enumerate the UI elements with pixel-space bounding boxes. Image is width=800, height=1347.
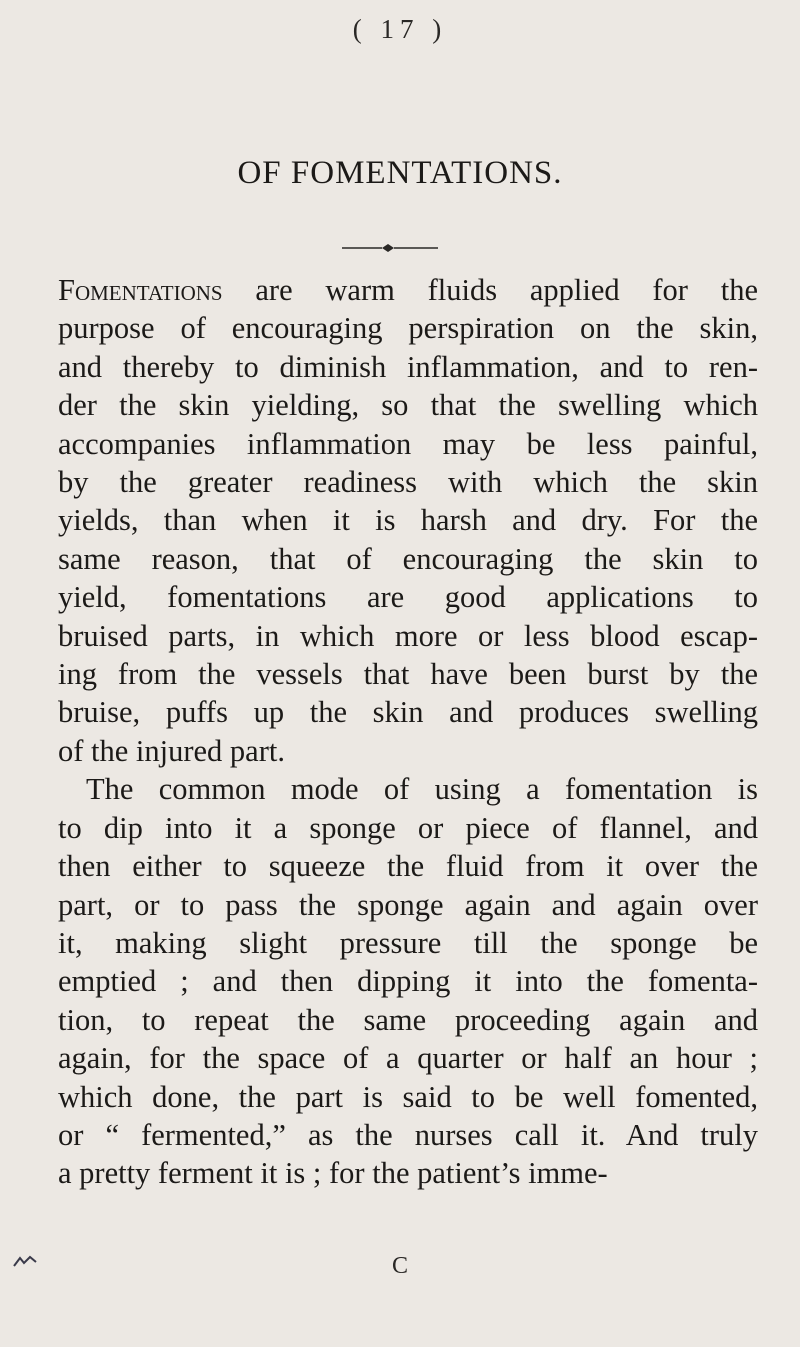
text-line: part, or to pass the sponge again and again over	[58, 887, 758, 922]
text-line: emptied ; and then dipping it into the fomenta-	[58, 964, 758, 999]
text-line: of the injured part.	[58, 733, 285, 768]
text-line: a pretty ferment it is ; for the patient’s imme-	[58, 1156, 608, 1191]
text-line: ing from the vessels that have been burst by the	[58, 657, 758, 692]
body-text	[58, 271, 758, 1193]
text-line: by the greater readiness with which the skin	[58, 465, 758, 500]
text-line: again, for the space of a quarter or half an hour ;	[58, 1041, 758, 1076]
page-number: ( 17 )	[352, 14, 448, 44]
text-line: bruise, puffs up the skin and produces swelling	[58, 695, 758, 730]
text-line: it, making slight pressure till the sponge be	[58, 925, 758, 960]
text-line: bruised parts, in which more or less blood escap-	[58, 618, 758, 653]
ornamental-divider-icon	[342, 242, 438, 254]
text-line: tion, to repeat the same proceeding again and	[58, 1002, 758, 1037]
text-line: or “ fermented,” as the nurses call it. And truly	[58, 1117, 758, 1152]
text-line: purpose of encouraging perspiration on the skin,	[58, 311, 758, 346]
text-line: Fomentations are warm fluids applied for the	[58, 273, 758, 307]
text-line: then either to squeeze the fluid from it over the	[58, 849, 758, 884]
chapter-title: OF FOMENTATIONS.	[237, 155, 563, 191]
text-line: accompanies inflammation may be less painful,	[58, 426, 758, 461]
text-line: The common mode of using a fomentation is	[86, 772, 758, 807]
text-line: and thereby to diminish inflammation, and to ren-	[58, 349, 758, 384]
text-line: yields, than when it is harsh and dry. For the	[58, 503, 758, 538]
text-line: same reason, that of encouraging the skin to	[58, 541, 758, 576]
text-line: which done, the part is said to be well fomented,	[58, 1079, 758, 1114]
text-line: der the skin yielding, so that the swelling which	[58, 388, 758, 423]
signature-mark: C	[391, 1253, 408, 1279]
text-line: yield, fomentations are good applications to	[58, 580, 758, 615]
text-line: to dip into it a sponge or piece of flannel, and	[58, 810, 758, 845]
